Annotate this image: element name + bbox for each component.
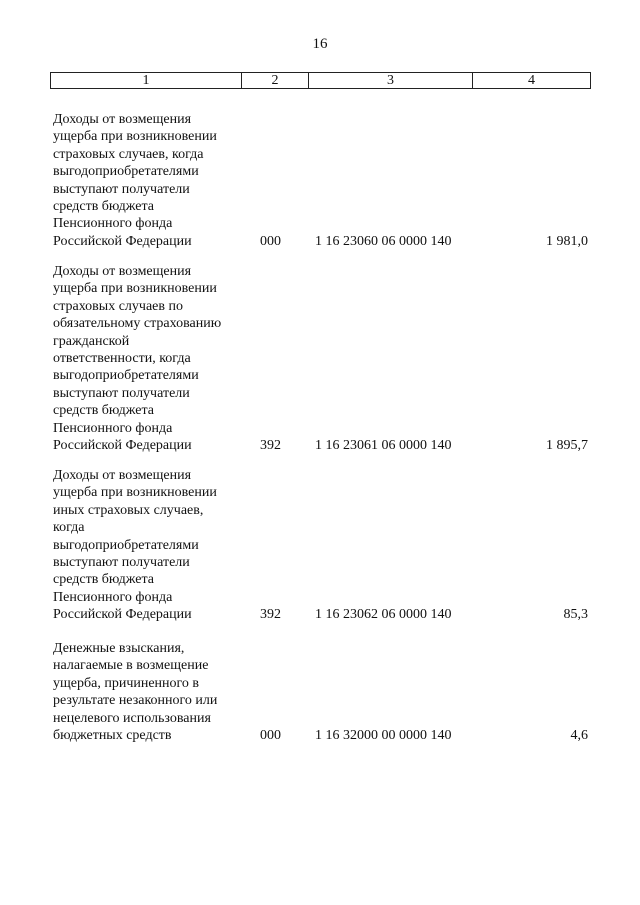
row-amount: 1 895,7	[546, 438, 588, 454]
table-row	[53, 263, 588, 454]
column-header-3: 3	[309, 73, 473, 88]
page-number: 16	[312, 36, 328, 52]
column-header-2: 2	[242, 73, 309, 88]
column-header-4: 4	[528, 73, 535, 88]
row-amount: 4,6	[570, 728, 588, 744]
row-admin-code: 000	[260, 728, 281, 744]
table-header	[50, 72, 591, 89]
row-description: Доходы от возмещения ущерба при возникновении страховых случаев по обязательному страхованию гражданской ответственности, когда выгодоприобретателями выступают получатели средств бюджета Пенсионного фонда Российской Федерации	[53, 264, 222, 454]
row-kbk-code: 1 16 23060 06 0000 140	[315, 233, 452, 249]
table-row	[53, 111, 588, 250]
row-description: Денежные взыскания, налагаемые в возмещение ущерба, причиненного в результате незаконного или нецелевого использования бюджетных средств	[53, 641, 218, 744]
row-admin-code: 392	[260, 438, 281, 454]
row-amount: 1 981,0	[546, 233, 588, 249]
table-row	[53, 640, 588, 744]
row-kbk-code: 1 16 32000 00 0000 140	[315, 728, 452, 744]
row-amount: 85,3	[563, 607, 588, 623]
column-header-1: 1	[51, 73, 242, 88]
row-description: Доходы от возмещения ущерба при возникновении страховых случаев, когда выгодоприобретателями выступают получатели средств бюджета Пенсионного фонда Российской Федерации	[53, 112, 217, 249]
row-description: Доходы от возмещения ущерба при возникновении иных страховых случаев, когда выгодоприобретателями выступают получатели средств бюджета Пенсионного фонда Российской Федерации	[53, 468, 217, 623]
row-kbk-code: 1 16 23061 06 0000 140	[315, 438, 452, 454]
row-admin-code: 392	[260, 607, 281, 623]
row-admin-code: 000	[260, 233, 281, 249]
table-row	[53, 467, 588, 624]
row-kbk-code: 1 16 23062 06 0000 140	[315, 607, 452, 623]
